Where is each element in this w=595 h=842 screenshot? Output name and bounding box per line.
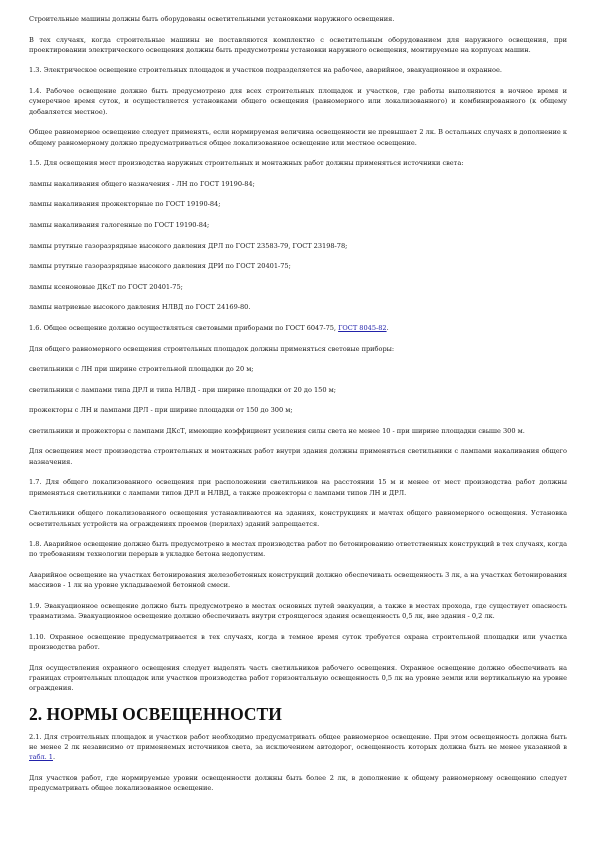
paragraph: Строительные машины должны быть оборудованы осветительными установками наружного освещения. [29,15,395,23]
paragraph: лампы накаливания галогенные по ГОСТ 19190-84; [29,220,210,229]
paragraph-list [29,14,567,313]
paragraph: 1.3. Электрическое освещение строительных площадок и участков подразделяется на рабочее, аварийное, эвакуационное и охранное. [29,66,502,75]
paragraph: Для освещения мест производства строительных и монтажных работ внутри здания должны применяться светильники с лампами накаливания общего назначения. [29,447,567,466]
paragraph: Для участков работ, где нормируемые уровни освещенности должны быть более 2 лк, в дополнение к общему равномерному освещению следует предусматривать общее локализованное освещение. [29,774,567,793]
paragraph: 1.4. Рабочее освещение должно быть предусмотрено для всех строительных площадок и участков, где работы выполняются в ночное время и сумеречное время суток, и осуществляется установками общего освещения (равномерного или локализованного) и комбинированного (к общему добавляется местное). [29,87,567,116]
paragraph: В тех случаях, когда строительные машины не поставляются комплектно с осветительным оборудованием для наружного освещения, при проектировании электрического освещения должны быть предусмотрены установки наружного освещения, монтируемые на корпусах машин. [29,35,567,54]
paragraph: Для общего равномерного освещения строительных площадок должны применяться световые приборы: [29,344,395,353]
paragraph: 1.8. Аварийное освещение должно быть предусмотрено в местах производства работ по бетонированию ответственных конструкций в тех случаях, когда по требованиям технологии перерыв в укладке бетона недопустим. [29,540,567,559]
section-heading: 2. НОРМЫ ОСВЕЩЕННОСТИ [29,703,282,724]
paragraph: 1.5. Для освещения мест производства наружных строительных и монтажных работ должны применяться источники света: [29,159,464,168]
paragraph-list [29,344,567,694]
paragraph: лампы накаливания прожекторные по ГОСТ 19190-84; [29,200,221,209]
paragraph: 1.9. Эвакуационное освещение должно быть предусмотрено в местах основных путей эвакуации, а также в местах прохода, где существует опасность травматизма. Эвакуационное освещение должно обеспечивать внутри строящегося здания освещенность 0,5 лк, вне здания - 0,2 лк. [29,601,567,621]
paragraph-2-1: 2.1. Для строительных площадок и участков работ необходимо предусматривать общее равномерное освещение. При этом освещенность должна быть не менее 2 лк независимо от применяемых источников света, за исключением автодорог, освещенность которых должна быть не менее указанной в табл. 1. [29,732,567,762]
paragraph: Для осуществления охранного освещения следует выделять часть светильников рабочего освещения. Охранное освещение должно обеспечивать на границах строительных площадок или участков производства работ горизонтальную освещенность 0,5 лк на уровне земли или вертикальную на уровне ограждения. [29,663,567,693]
paragraph: Светильники общего локализованного освещения устанавливаются на зданиях, конструкциях и мачтах общего равномерного освещения. Установка осветительных устройств на ограждениях проемов (перилах) зданий запрещается. [29,509,567,528]
paragraph: лампы ртутные газоразрядные высокого давления ДРЛ по ГОСТ 23583-79, ГОСТ 23198-78; [29,241,348,250]
paragraph: светильники с ЛН при ширине строительной площадки до 20 м; [29,365,254,374]
paragraph: прожекторы с ЛН и лампами ДРЛ - при ширине площадки от 150 до 300 м; [29,406,293,415]
paragraph: светильники с лампами типа ДРЛ и типа НЛВД - при ширине площадки от 20 до 150 м; [29,385,336,394]
paragraph: лампы накаливания общего назначения - ЛН по ГОСТ 19190-84; [29,179,255,188]
paragraph: лампы ртутные газоразрядные высокого давления ДРИ по ГОСТ 20401-75; [29,262,291,271]
document-page [29,14,567,804]
paragraph: Общее равномерное освещение следует применять, если нормируемая величина освещенности не превышает 2 лк. В остальных случаях в дополнение к общему равномерному должно предусматриваться общее локализованное освещение или местное освещение. [29,128,567,147]
paragraph: светильники и прожекторы с лампами ДКсТ, имеющие коэффициент усиления силы света не менее 10 - при ширине площадки свыше 300 м. [29,426,525,435]
table-link[interactable]: табл. 1 [29,753,53,762]
paragraph: Аварийное освещение на участках бетонирования железобетонных конструкций должно обеспечивать освещенность 3 лк, а на участках бетонирования массивов - 1 лк на уровне укладываемой бетонной смеси. [29,571,567,590]
paragraph-1-6: 1.6. Общее освещение должно осуществляться световыми приборами по ГОСТ 6047-75, ГОСТ 8045-82. [29,323,389,332]
paragraph: лампы ксеноновые ДКсТ по ГОСТ 20401-75; [29,282,183,291]
paragraph: лампы натриевые высокого давления НЛВД по ГОСТ 24169-80. [29,303,251,312]
paragraph: 1.7. Для общего локализованного освещения при расположении светильников на расстоянии 15 м и менее от мест производства работ должны применяться светильники с лампами типов ДРЛ и НЛВД, а также прожекторы с лампами типов ЛН и ДРЛ. [29,478,567,497]
paragraph: 1.10. Охранное освещение предусматривается в тех случаях, когда в темное время суток требуется охрана строительной площадки или участка производства работ. [29,632,567,652]
gost-link[interactable]: ГОСТ 8045-82 [338,323,387,332]
